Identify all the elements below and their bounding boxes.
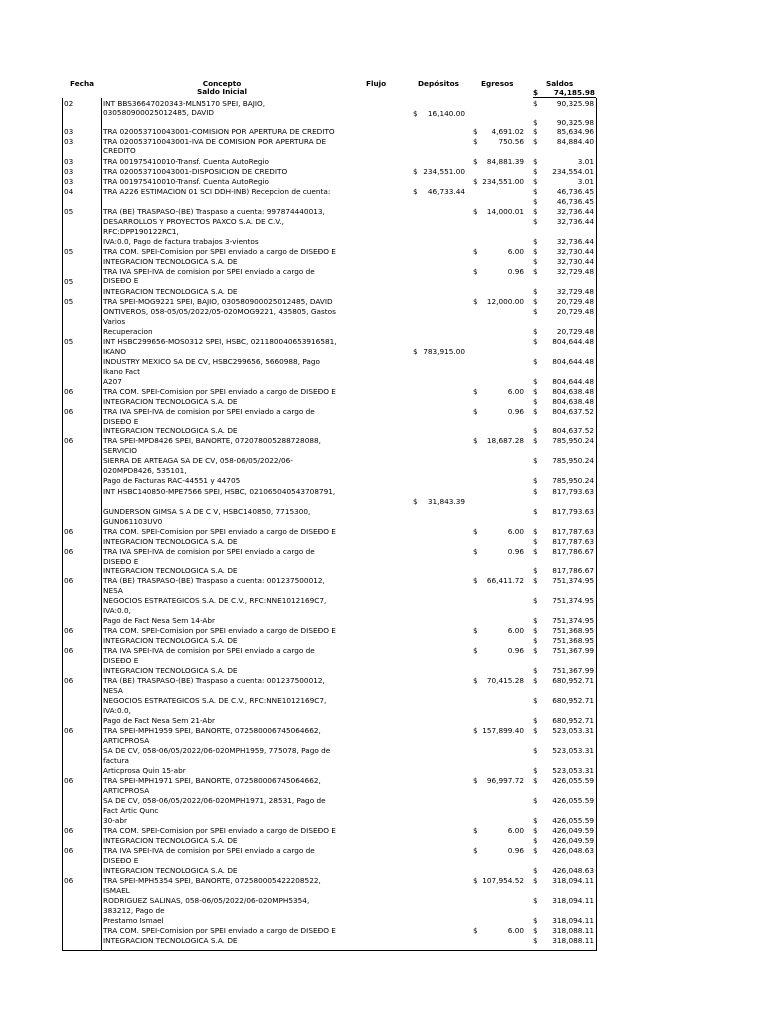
currency-symbol: $ <box>533 197 538 206</box>
concepto-line: IKANO <box>103 347 127 356</box>
fecha-cell: 06 <box>64 876 74 885</box>
currency-symbol: $ <box>533 377 538 386</box>
saldo-amount: 523,053.31 <box>552 726 594 735</box>
fecha-cell: 03 <box>64 127 74 136</box>
deposito-amount: 46,733.44 <box>427 187 465 196</box>
concepto-line: ISMAEL <box>103 886 130 895</box>
saldo-amount: 318,094.11 <box>552 916 594 925</box>
currency-symbol: $ <box>533 436 538 445</box>
concepto-line: IVA:0.0, <box>103 706 131 715</box>
currency-symbol: $ <box>533 397 538 406</box>
fecha-cell: 05 <box>64 337 74 346</box>
currency-symbol: $ <box>533 636 538 645</box>
fecha-cell: 05 <box>64 207 74 216</box>
concepto-line: NESA <box>103 586 123 595</box>
currency-symbol: $ <box>533 866 538 875</box>
fecha-cell: 06 <box>64 676 74 685</box>
currency-symbol: $ <box>533 237 538 246</box>
concepto-line: DISEÐO E <box>103 557 139 566</box>
currency-symbol: $ <box>533 487 538 496</box>
concepto-line: TRA SPEI-MPH5354 SPEI, BANORTE, 072580005422208522, <box>103 876 321 885</box>
concepto-line: TRA SPEI-MPH1959 SPEI, BANORTE, 072580006745064662, <box>103 726 321 735</box>
concepto-line: INTEGRACION TECNOLOGICA S.A. DE <box>103 397 238 406</box>
egreso-amount: 157,899.40 <box>482 726 524 735</box>
concepto-line: IVA:0.0, Pago de factura trabajos 3-vientos <box>103 237 259 246</box>
saldo-inicial-label: Saldo Inicial <box>196 87 248 96</box>
currency-symbol: $ <box>533 646 538 655</box>
currency-symbol: $ <box>473 267 478 276</box>
currency-symbol: $ <box>473 626 478 635</box>
saldo-amount: 785,950.24 <box>552 436 594 445</box>
fecha-cell: 03 <box>64 157 74 166</box>
currency-symbol: $ <box>533 337 538 346</box>
currency-symbol: $ <box>473 846 478 855</box>
concepto-line: Recuperacion <box>103 327 153 336</box>
saldo-amount: 523,053.31 <box>552 766 594 775</box>
currency-symbol: $ <box>473 436 478 445</box>
saldo-amount: 817,787.63 <box>552 527 594 536</box>
concepto-line: TRA A226 ESTIMACION 01 SCI DDH-INB) Recepcion de cuenta: <box>103 187 331 196</box>
currency-symbol: $ <box>533 187 538 196</box>
saldo-amount: 804,644.48 <box>552 377 594 386</box>
currency-symbol: $ <box>533 507 538 516</box>
fecha-cell: 04 <box>64 187 74 196</box>
concepto-line: INTEGRACION TECNOLOGICA S.A. DE <box>103 866 238 875</box>
concepto-line: TRA 020053710043001-COMISION POR APERTURA DE CREDITO <box>103 127 335 136</box>
fecha-cell: 06 <box>64 626 74 635</box>
currency-symbol: $ <box>473 137 478 146</box>
currency-symbol: $ <box>533 297 538 306</box>
concepto-line: Pago de Facturas RAC-44551 y 44705 <box>103 476 241 485</box>
egreso-amount: 6.00 <box>507 387 524 396</box>
deposito-amount: 234,551.00 <box>423 167 465 176</box>
currency-symbol: $ <box>533 476 538 485</box>
currency-symbol: $ <box>533 616 538 625</box>
fecha-cell: 05 <box>64 277 74 286</box>
concepto-line: TRA 020053710043001-DISPOSICION DE CREDITO <box>103 167 288 176</box>
concepto-line: CREDITO <box>103 146 136 155</box>
concepto-line: Prestamo Ismael <box>103 916 164 925</box>
header-concepto: Concepto <box>202 79 242 88</box>
concepto-line: TRA SPEI-MPH1971 SPEI, BANORTE, 072580006745064662, <box>103 776 321 785</box>
concepto-line: Varios <box>103 317 126 326</box>
concepto-line: INTEGRACION TECNOLOGICA S.A. DE <box>103 666 238 675</box>
header-flujo: Flujo <box>366 79 387 88</box>
concepto-line: INT BBS36647020343-MLN5170 SPEI, BAJIO, <box>103 99 266 108</box>
currency-symbol: $ <box>533 527 538 536</box>
saldo-amount: 426,049.59 <box>552 826 594 835</box>
saldo-amount: 817,786.67 <box>552 547 594 556</box>
concepto-line: Articprosa Quin 15-abr <box>103 766 186 775</box>
currency-symbol: $ <box>473 297 478 306</box>
concepto-line: GUN061103UV0 <box>103 517 163 526</box>
currency-symbol: $ <box>533 626 538 635</box>
fecha-cell: 02 <box>64 99 74 108</box>
egreso-amount: 4,691.02 <box>491 127 524 136</box>
concepto-line: ONTIVEROS, 058-05/05/2022/05-020MOG9221, 435805, Gastos <box>103 307 336 316</box>
currency-symbol: $ <box>533 257 538 266</box>
concepto-line: SERVICIO <box>103 446 138 455</box>
saldo-amount: 804,644.48 <box>552 337 594 346</box>
currency-symbol: $ <box>473 387 478 396</box>
currency-symbol: $ <box>473 527 478 536</box>
concepto-line: Ikano Fact <box>103 367 141 376</box>
currency-symbol: $ <box>533 426 538 435</box>
currency-symbol: $ <box>533 826 538 835</box>
concepto-line: INTEGRACION TECNOLOGICA S.A. DE <box>103 426 238 435</box>
saldo-amount: 426,055.59 <box>552 816 594 825</box>
concepto-line: 30-abr <box>103 816 128 825</box>
egreso-amount: 6.00 <box>507 626 524 635</box>
fecha-cell: 03 <box>64 137 74 146</box>
header-fecha: Fecha <box>70 79 95 88</box>
saldo-amount: 32,730.44 <box>556 247 594 256</box>
fecha-cell: 06 <box>64 436 74 445</box>
header-saldos: Saldos <box>546 79 574 88</box>
fecha-cell: 06 <box>64 387 74 396</box>
currency-symbol: $ <box>473 926 478 935</box>
currency-symbol: $ <box>533 696 538 705</box>
currency-symbol: $ <box>413 187 418 196</box>
concepto-line: RFC:DPP190122RC1, <box>103 227 179 236</box>
concepto-line: DISEÐO E <box>103 276 139 285</box>
concepto-line: RODRIGUEZ SALINAS, 058-06/05/2022/06-020MPH5354, <box>103 896 310 905</box>
saldo-amount: 426,049.59 <box>552 836 594 845</box>
concepto-line: TRA COM. SPEI-Comision por SPEI enviado a cargo de DISEÐO E <box>103 626 336 635</box>
currency-symbol: $ <box>533 167 538 176</box>
currency-symbol: $ <box>533 217 538 226</box>
concepto-line: ARTICPROSA <box>103 736 150 745</box>
saldo-amount: 85,634.96 <box>556 127 594 136</box>
currency-symbol: $ <box>473 726 478 735</box>
egreso-amount: 6.00 <box>507 926 524 935</box>
currency-symbol: $ <box>533 716 538 725</box>
egreso-amount: 18,687.28 <box>486 436 524 445</box>
concepto-line: INTEGRACION TECNOLOGICA S.A. DE <box>103 636 238 645</box>
saldo-amount: 680,952.71 <box>552 676 594 685</box>
saldo-amount: 426,055.59 <box>552 796 594 805</box>
currency-symbol: $ <box>533 407 538 416</box>
egreso-amount: 66,411.72 <box>486 576 524 585</box>
grid-line <box>101 98 102 950</box>
concepto-line: INTEGRACION TECNOLOGICA S.A. DE <box>103 566 238 575</box>
fecha-cell: 03 <box>64 177 74 186</box>
concepto-line: TRA IVA SPEI-IVA de comision por SPEI enviado a cargo de <box>103 407 315 416</box>
egreso-amount: 0.96 <box>507 846 524 855</box>
saldo-amount: 751,367.99 <box>552 666 594 675</box>
concepto-line: A207 <box>103 377 122 386</box>
currency-symbol: $ <box>473 576 478 585</box>
egreso-amount: 234,551.00 <box>482 177 524 186</box>
concepto-line: 020MPD8426, 535101, <box>103 466 187 475</box>
currency-symbol: $ <box>533 936 538 945</box>
currency-symbol: $ <box>533 666 538 675</box>
saldo-amount: 751,367.99 <box>552 646 594 655</box>
fecha-cell: 06 <box>64 726 74 735</box>
currency-symbol: $ <box>533 726 538 735</box>
concepto-line: TRA 020053710043001-IVA DE COMISION POR APERTURA DE <box>103 137 327 146</box>
concepto-line: GUNDERSON GIMSA S A DE C V, HSBC140850, 7715300, <box>103 507 311 516</box>
currency-symbol: $ <box>533 267 538 276</box>
saldo-amount: 32,736.44 <box>556 207 594 216</box>
concepto-line: TRA IVA SPEI-IVA de comision por SPEI enviado a cargo de <box>103 547 315 556</box>
concepto-line: Fact Artic Qunc <box>103 806 159 815</box>
egreso-amount: 750.56 <box>498 137 524 146</box>
currency-symbol: $ <box>533 776 538 785</box>
concepto-line: TRA (BE) TRASPASO-(BE) Traspaso a cuenta: 001237500012, <box>103 676 325 685</box>
grid-line <box>596 98 597 950</box>
currency-symbol: $ <box>533 456 538 465</box>
currency-symbol: $ <box>473 646 478 655</box>
currency-symbol: $ <box>533 287 538 296</box>
grid-line <box>62 950 597 951</box>
currency-symbol: $ <box>413 347 418 356</box>
saldo-amount: 32,730.44 <box>556 257 594 266</box>
concepto-line: DISEÐO E <box>103 417 139 426</box>
currency-symbol: $ <box>533 916 538 925</box>
currency-symbol: $ <box>533 596 538 605</box>
currency-symbol: $ <box>473 826 478 835</box>
currency-symbol: $ <box>533 387 538 396</box>
concepto-line: INTEGRACION TECNOLOGICA S.A. DE <box>103 287 238 296</box>
currency-symbol: $ <box>413 167 418 176</box>
currency-symbol: $ <box>533 357 538 366</box>
saldo-amount: 751,374.95 <box>552 576 594 585</box>
concepto-line: 030580900025012485, DAVID <box>103 108 214 117</box>
egreso-amount: 6.00 <box>507 826 524 835</box>
concepto-line: DESARROLLOS Y PROYECTOS PAXCO S.A. DE C.V., <box>103 217 284 226</box>
concepto-line: ARTICPROSA <box>103 786 150 795</box>
saldo-amount: 234,554.01 <box>552 167 594 176</box>
concepto-line: NESA <box>103 686 123 695</box>
concepto-line: TRA COM. SPEI-Comision por SPEI enviado a cargo de DISEÐO E <box>103 527 336 536</box>
currency-symbol: $ <box>473 547 478 556</box>
currency-symbol: $ <box>533 836 538 845</box>
saldo-amount: 751,374.95 <box>552 596 594 605</box>
saldo-amount: 804,637.52 <box>552 407 594 416</box>
header-depositos: Depósitos <box>418 79 459 88</box>
egreso-amount: 0.96 <box>507 547 524 556</box>
egreso-amount: 0.96 <box>507 646 524 655</box>
saldo-amount: 817,786.67 <box>552 566 594 575</box>
concepto-line: TRA COM. SPEI-Comision por SPEI enviado a cargo de DISEÐO E <box>103 247 336 256</box>
concepto-line: Pago de Fact Nesa Sem 21-Abr <box>103 716 216 725</box>
concepto-line: TRA (BE) TRASPASO-(BE) Traspaso a cuenta: 001237500012, <box>103 576 325 585</box>
concepto-line: factura <box>103 756 130 765</box>
saldo-amount: 523,053.31 <box>552 746 594 755</box>
saldo-amount: 20,729.48 <box>556 327 594 336</box>
currency-symbol: $ <box>533 177 538 186</box>
currency-symbol: $ <box>533 816 538 825</box>
concepto-line: SIERRA DE ARTEAGA SA DE CV, 058-06/05/2022/06- <box>103 456 293 465</box>
saldo-amount: 751,374.95 <box>552 616 594 625</box>
saldo-amount: 817,793.63 <box>552 507 594 516</box>
saldo-amount: 3.01 <box>577 157 594 166</box>
concepto-line: TRA 001975410010-Transf. Cuenta AutoRegio <box>103 177 269 186</box>
currency-symbol: $ <box>533 566 538 575</box>
currency-symbol: $ <box>533 137 538 146</box>
header-egresos: Egresos <box>481 79 514 88</box>
saldo-amount: 817,793.63 <box>552 487 594 496</box>
concepto-line: Pago de Fact Nesa Sem 14-Abr <box>103 616 216 625</box>
saldo-amount: 318,088.11 <box>552 936 594 945</box>
egreso-amount: 96,997.72 <box>486 776 524 785</box>
currency-symbol: $ <box>473 876 478 885</box>
concepto-line: DISEÐO E <box>103 656 139 665</box>
currency-symbol: $ <box>533 99 538 108</box>
saldo-amount: 804,637.52 <box>552 426 594 435</box>
egreso-amount: 6.00 <box>507 527 524 536</box>
currency-symbol: $ <box>533 157 538 166</box>
concepto-line: TRA IVA SPEI-IVA de comision por SPEI enviado a cargo de <box>103 646 315 655</box>
currency-symbol: $ <box>473 776 478 785</box>
concepto-line: 383212, Pago de <box>103 906 165 915</box>
concepto-line: INDUSTRY MEXICO SA DE CV, HSBC299656, 5660988, Pago <box>103 357 320 366</box>
currency-symbol: $ <box>533 118 538 127</box>
currency-symbol: $ <box>533 926 538 935</box>
currency-symbol: $ <box>533 766 538 775</box>
saldo-amount: 680,952.71 <box>552 696 594 705</box>
grid-line <box>533 97 596 98</box>
fecha-cell: 06 <box>64 407 74 416</box>
concepto-line: TRA IVA SPEI-IVA de comision por SPEI enviado a cargo de <box>103 846 315 855</box>
deposito-amount: 783,915.00 <box>423 347 465 356</box>
fecha-cell: 05 <box>64 297 74 306</box>
fecha-cell: 06 <box>64 527 74 536</box>
saldo-amount: 426,055.59 <box>552 776 594 785</box>
saldo-amount: 90,325.98 <box>556 118 594 127</box>
currency-symbol: $ <box>533 127 538 136</box>
concepto-line: NEGOCIOS ESTRATEGICOS S.A. DE C.V., RFC:NNE1012169C7, <box>103 596 327 605</box>
currency-symbol: $ <box>533 207 538 216</box>
concepto-line: TRA COM. SPEI-Comision por SPEI enviado a cargo de DISEÐO E <box>103 926 336 935</box>
grid-line <box>62 98 63 950</box>
saldo-amount: 318,094.11 <box>552 876 594 885</box>
currency-symbol: $ <box>533 896 538 905</box>
currency-symbol: $ <box>533 247 538 256</box>
currency-symbol: $ <box>413 497 418 506</box>
concepto-line: TRA COM. SPEI-Comision por SPEI enviado a cargo de DISEÐO E <box>103 826 336 835</box>
currency-symbol: $ <box>533 327 538 336</box>
currency-symbol: $ <box>533 846 538 855</box>
currency-symbol: $ <box>473 157 478 166</box>
saldo-amount: 32,729.48 <box>556 267 594 276</box>
saldo-amount: 20,729.48 <box>556 297 594 306</box>
currency-symbol: $ <box>533 576 538 585</box>
currency-symbol: $ <box>473 127 478 136</box>
concepto-line: INTEGRACION TECNOLOGICA S.A. DE <box>103 936 238 945</box>
egreso-amount: 0.96 <box>507 407 524 416</box>
concepto-line: INTEGRACION TECNOLOGICA S.A. DE <box>103 836 238 845</box>
concepto-line: DISEÐO E <box>103 856 139 865</box>
concepto-line: TRA SPEI-MOG9221 SPEI, BAJIO, 030580900025012485, DAVID <box>103 297 333 306</box>
currency-symbol: $ <box>473 407 478 416</box>
saldo-amount: 785,950.24 <box>552 476 594 485</box>
saldo-amount: 46,736.45 <box>556 197 594 206</box>
currency-symbol: $ <box>533 537 538 546</box>
saldo-amount: 46,736.45 <box>556 187 594 196</box>
currency-symbol: $ <box>473 247 478 256</box>
egreso-amount: 70,415.28 <box>486 676 524 685</box>
concepto-line: TRA 001975410010-Transf. Cuenta AutoRegio <box>103 157 269 166</box>
saldo-amount: 20,729.48 <box>556 307 594 316</box>
concepto-line: NEGOCIOS ESTRATEGICOS S.A. DE C.V., RFC:NNE1012169C7, <box>103 696 327 705</box>
currency-symbol: $ <box>413 109 418 118</box>
concepto-line: INTEGRACION TECNOLOGICA S.A. DE <box>103 537 238 546</box>
saldo-amount: 751,368.95 <box>552 636 594 645</box>
concepto-line: INTEGRACION TECNOLOGICA S.A. DE <box>103 257 238 266</box>
saldo-amount: 318,088.11 <box>552 926 594 935</box>
currency-symbol: $ <box>533 676 538 685</box>
fecha-cell: 06 <box>64 846 74 855</box>
currency-symbol: $ <box>533 876 538 885</box>
saldo-amount: 318,094.11 <box>552 896 594 905</box>
saldo-amount: 680,952.71 <box>552 716 594 725</box>
saldo-amount: 90,325.98 <box>556 99 594 108</box>
concepto-line: TRA IVA SPEI-IVA de comision por SPEI enviado a cargo de <box>103 267 315 276</box>
egreso-amount: 14,000.01 <box>486 207 524 216</box>
fecha-cell: 03 <box>64 167 74 176</box>
saldo-amount: 3.01 <box>577 177 594 186</box>
fecha-cell: 06 <box>64 646 74 655</box>
deposito-amount: 16,140.00 <box>427 109 465 118</box>
fecha-cell: 06 <box>64 776 74 785</box>
egreso-amount: 0.96 <box>507 267 524 276</box>
saldo-amount: 84,884.40 <box>556 137 594 146</box>
currency-symbol: $ <box>473 676 478 685</box>
egreso-amount: 107,954.52 <box>482 876 524 885</box>
currency-symbol: $ <box>533 307 538 316</box>
saldo-amount: 804,644.48 <box>552 357 594 366</box>
concepto-line: SA DE CV, 058-06/05/2022/06-020MPH1971, 28531, Pago de <box>103 796 326 805</box>
fecha-cell: 06 <box>64 547 74 556</box>
egreso-amount: 12,000.00 <box>486 297 524 306</box>
saldo-inicial-value: 74,185.98 <box>553 88 595 97</box>
concepto-line: INT HSBC299656-MOS0312 SPEI, HSBC, 021180040653916581, <box>103 337 337 346</box>
currency-symbol: $ <box>473 207 478 216</box>
saldo-amount: 32,736.44 <box>556 237 594 246</box>
fecha-cell: 06 <box>64 826 74 835</box>
saldo-amount: 804,638.48 <box>552 397 594 406</box>
concepto-line: TRA SPEI-MPD8426 SPEI, BANORTE, 072078005288728088, <box>103 436 321 445</box>
egreso-amount: 6.00 <box>507 247 524 256</box>
saldo-amount: 785,950.24 <box>552 456 594 465</box>
concepto-line: TRA COM. SPEI-Comision por SPEI enviado a cargo de DISEÐO E <box>103 387 336 396</box>
currency-symbol: $ <box>533 547 538 556</box>
saldo-amount: 426,048.63 <box>552 846 594 855</box>
saldo-amount: 817,787.63 <box>552 537 594 546</box>
saldo-amount: 751,368.95 <box>552 626 594 635</box>
saldo-amount: 804,638.48 <box>552 387 594 396</box>
saldo-inicial-currency: $ <box>533 88 539 97</box>
currency-symbol: $ <box>473 177 478 186</box>
fecha-cell: 05 <box>64 247 74 256</box>
concepto-line: SA DE CV, 058-06/05/2022/06-020MPH1959, 775078, Pago de <box>103 746 331 755</box>
concepto-line: INT HSBC140850-MPE7566 SPEI, HSBC, 021065040543708791, <box>103 487 336 496</box>
saldo-amount: 32,736.44 <box>556 217 594 226</box>
concepto-line: IVA:0.0, <box>103 606 131 615</box>
currency-symbol: $ <box>533 796 538 805</box>
deposito-amount: 31,843.39 <box>427 497 465 506</box>
saldo-amount: 426,048.63 <box>552 866 594 875</box>
concepto-line: TRA (BE) TRASPASO-(BE) Traspaso a cuenta: 997874440013, <box>103 207 325 216</box>
currency-symbol: $ <box>533 746 538 755</box>
fecha-cell: 06 <box>64 576 74 585</box>
egreso-amount: 84,881.39 <box>486 157 524 166</box>
saldo-amount: 32,729.48 <box>556 287 594 296</box>
